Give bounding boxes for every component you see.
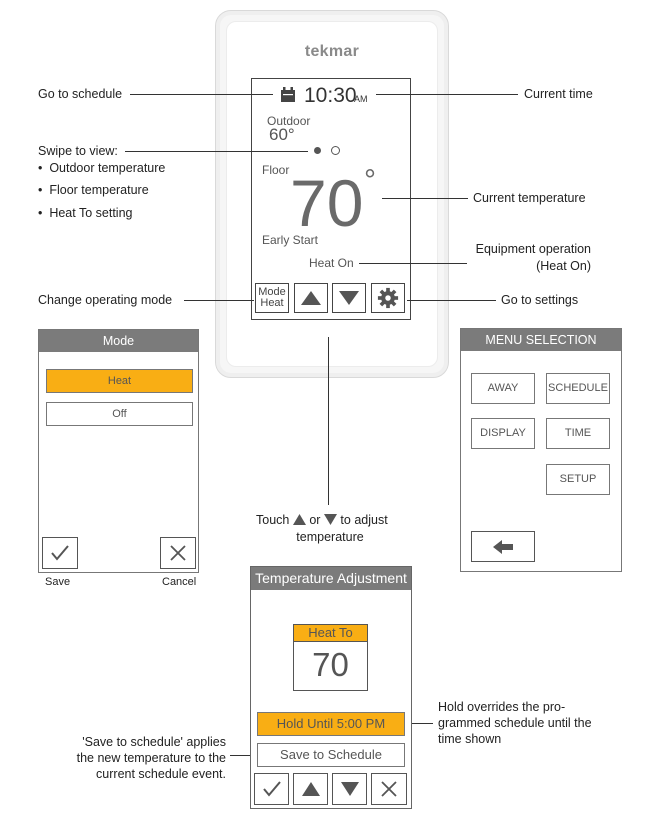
confirm-button[interactable] (254, 773, 289, 805)
page-dot[interactable] (331, 146, 340, 155)
callout-swipe-to-view: Swipe to view: (38, 144, 118, 158)
mode-option-off[interactable]: Off (46, 402, 193, 426)
callout-save-line3: current schedule event. (96, 767, 226, 781)
callout-hold-line2: grammed schedule until the (438, 716, 592, 730)
cancel-button[interactable] (371, 773, 407, 805)
heat-to-label: Heat To (294, 625, 367, 642)
callout-change-operating-mode: Change operating mode (38, 293, 173, 307)
callout-go-to-settings: Go to settings (501, 293, 579, 307)
current-temperature: 70 (290, 166, 364, 240)
leader-line (407, 300, 496, 301)
mode-panel-title: Mode (39, 330, 198, 352)
leader-line (125, 151, 308, 152)
down-button[interactable] (332, 283, 366, 313)
callout-equipment-operation-sub: (Heat On) (536, 259, 591, 273)
calendar-icon[interactable] (280, 87, 296, 103)
swipe-item: • Heat To setting (38, 206, 133, 220)
time-suffix: AM (354, 94, 368, 104)
mode-button-line2: Heat (260, 297, 284, 309)
swipe-item: • Outdoor temperature (38, 161, 166, 175)
down-arrow-icon (338, 290, 360, 306)
callout-hold-line3: time shown (438, 732, 502, 746)
save-button[interactable] (42, 537, 78, 569)
up-button[interactable] (294, 283, 328, 313)
callout-save-line2: the new temperature to the (76, 751, 226, 765)
save-to-schedule-button[interactable]: Save to Schedule (257, 743, 405, 767)
outdoor-label: Outdoor (267, 114, 311, 128)
leader-line (184, 300, 254, 301)
current-time: 10:30 (304, 84, 357, 107)
callout-hold-line1: Hold overrides the pro- (438, 700, 566, 714)
cancel-label: Cancel (162, 576, 197, 588)
down-arrow-icon (324, 514, 337, 525)
mode-button-line1: Mode (258, 286, 286, 298)
callout-touch-line2: temperature (296, 530, 364, 544)
menu-panel (460, 328, 622, 572)
menu-schedule-button[interactable]: SCHEDULE (546, 373, 610, 404)
callout-current-time: Current time (524, 87, 593, 101)
checkmark-icon (262, 780, 282, 798)
outdoor-temp: 60° (269, 125, 295, 144)
up-arrow-icon (300, 290, 322, 306)
temp-down-button[interactable] (332, 773, 367, 805)
callout-save-line1: 'Save to schedule' applies (82, 735, 226, 749)
brand-logo: tekmar (304, 43, 360, 60)
mode-panel (38, 329, 199, 573)
leader-line (382, 198, 468, 199)
callout-go-to-schedule: Go to schedule (38, 87, 123, 101)
back-button[interactable] (471, 531, 535, 562)
down-arrow-icon (340, 781, 360, 797)
up-arrow-icon (301, 781, 321, 797)
cancel-button[interactable] (160, 537, 196, 569)
temp-adjust-title: Temperature Adjustment (251, 567, 411, 590)
leader-line (328, 337, 329, 505)
up-arrow-icon (293, 514, 306, 525)
callout-equipment-operation: Equipment operation (475, 242, 591, 256)
menu-time-button[interactable]: TIME (546, 418, 610, 449)
callout-touch: Touch or to adjust (256, 513, 388, 527)
heat-to-box (293, 624, 368, 691)
mode-option-heat[interactable]: Heat (46, 369, 193, 393)
swipe-item: • Floor temperature (38, 183, 149, 197)
callout-current-temperature: Current temperature (473, 191, 586, 205)
early-start-label: Early Start (262, 233, 319, 247)
leader-line (376, 94, 518, 95)
floor-label: Floor (262, 163, 290, 177)
degree-symbol: ° (364, 164, 376, 197)
temp-up-button[interactable] (293, 773, 328, 805)
hold-until-button[interactable]: Hold Until 5:00 PM (257, 712, 405, 736)
gear-icon (377, 287, 399, 309)
temperature-adjustment-panel (250, 566, 412, 809)
mode-button[interactable] (255, 283, 289, 313)
leader-line (359, 263, 467, 264)
menu-away-button[interactable]: AWAY (471, 373, 535, 404)
leader-line (130, 94, 273, 95)
menu-setup-button[interactable]: SETUP (546, 464, 610, 495)
page-dot-active[interactable] (314, 147, 321, 154)
checkmark-icon (50, 544, 70, 562)
close-icon (169, 544, 187, 562)
save-label: Save (45, 576, 71, 588)
menu-panel-title: MENU SELECTION (461, 329, 621, 351)
back-arrow-icon (492, 539, 514, 555)
heat-to-value: 70 (312, 646, 349, 683)
settings-button[interactable] (371, 283, 405, 313)
heat-on-status: Heat On (309, 256, 354, 270)
menu-display-button[interactable]: DISPLAY (471, 418, 535, 449)
close-icon (380, 780, 398, 798)
